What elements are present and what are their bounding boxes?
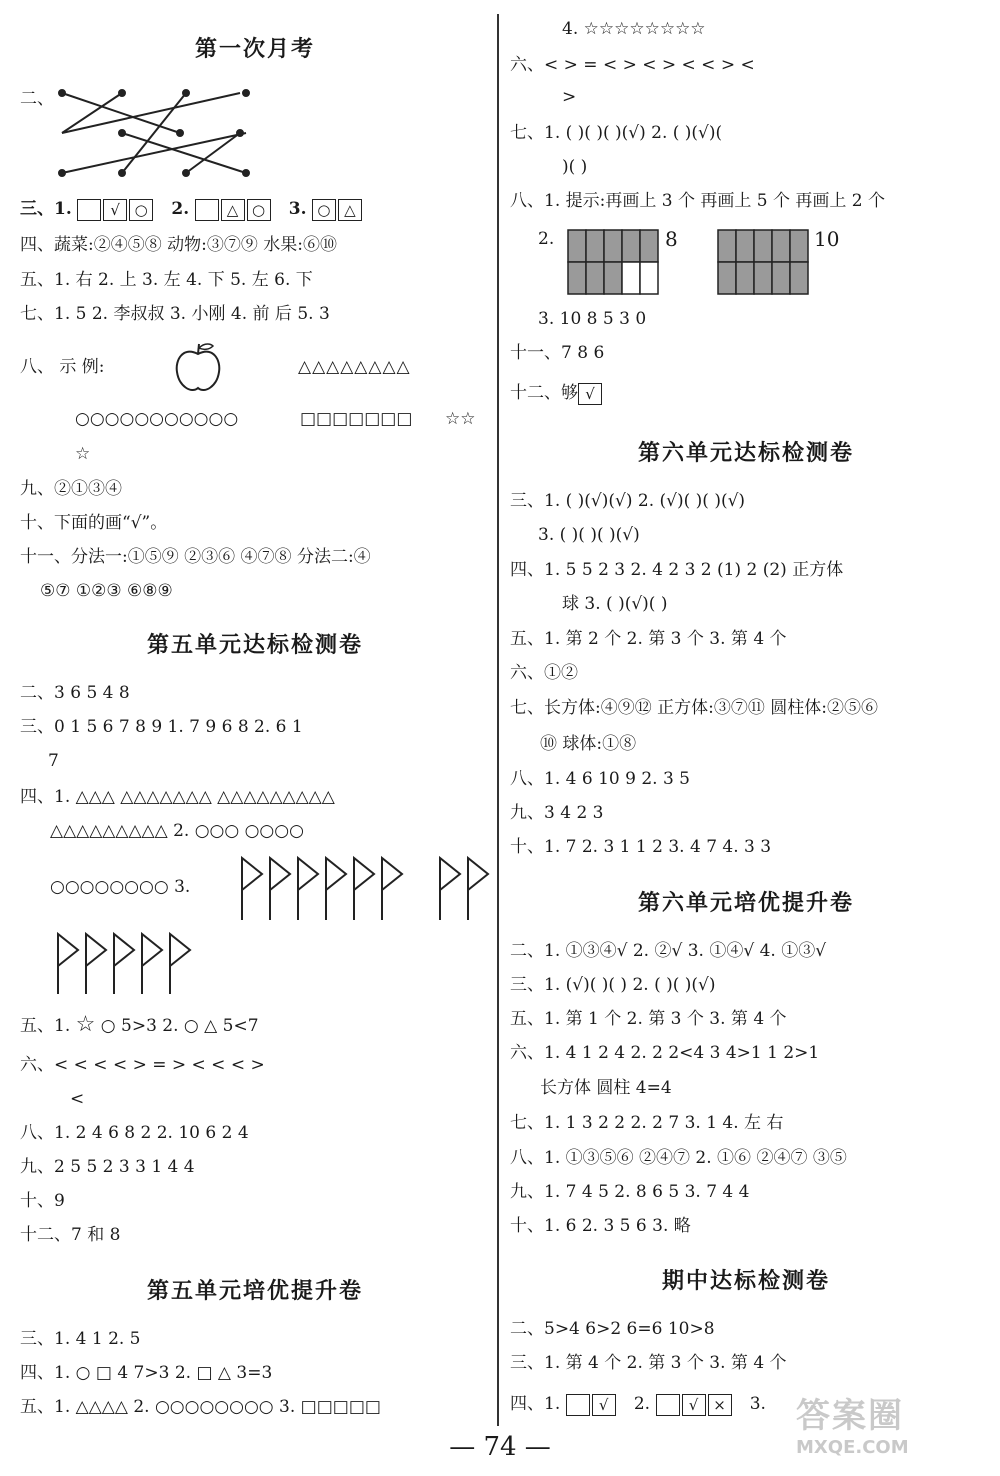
u5-answer-liu-1: 六、< < < < > = > < < < > xyxy=(20,1055,265,1075)
answer-qi: 七、1. 5 2. 李叔叔 3. 小刚 4. 前 后 5. 3 xyxy=(20,304,330,324)
section-title-midterm-test: 期中达标检测卷 xyxy=(661,1269,830,1294)
answer-wu: 五、1. 右 2. 上 3. 左 4. 下 5. 左 6. 下 xyxy=(20,270,313,290)
ba-stars: ☆☆ xyxy=(445,409,476,429)
section-title-unit6-test: 第六单元达标检测卷 xyxy=(637,441,854,466)
san-p2-box-1 xyxy=(195,199,219,221)
u6-answer-san-2: 3. ( )( )( )(√) xyxy=(538,525,640,545)
u5-answer-san-1: 三、0 1 5 6 7 8 9 1. 7 9 6 8 2. 6 1 xyxy=(20,717,303,737)
u6p-answer-ba: 八、1. ①③⑤⑥ ②④⑦ 2. ①⑥ ②④⑦ ③⑤ xyxy=(510,1148,847,1168)
mid-si-p1-box-1 xyxy=(566,1394,590,1416)
ba-squares: □□□□□□□ xyxy=(300,409,413,429)
mid-answer-er: 二、5>4 6>2 6=6 10>8 xyxy=(510,1319,715,1339)
u5p-answer-san: 三、1. 4 1 2. 5 xyxy=(20,1329,141,1349)
san-p1-box-2: √ xyxy=(103,199,127,221)
ba-triangles: △△△△△△△△ xyxy=(298,357,411,377)
ba-circles: ○○○○○○○○○○○ xyxy=(75,409,239,429)
san-p1-box-1 xyxy=(77,199,101,221)
u5-answer-jiu: 九、2 5 5 2 3 3 1 4 4 xyxy=(20,1157,195,1177)
u6p-answer-wu: 五、1. 第 1 个 2. 第 3 个 3. 第 4 个 xyxy=(510,1009,787,1029)
u5-answer-san-2: 7 xyxy=(48,751,59,771)
answer-si: 四、蔬菜:②④⑤⑧ 动物:③⑦⑨ 水果:⑥⑩ xyxy=(20,235,337,255)
star-icon: ☆ xyxy=(75,1012,96,1037)
u6-answer-qi-2: ⑩ 球体:①⑧ xyxy=(540,734,637,754)
mid-si-p2-box-2: √ xyxy=(682,1394,706,1416)
san-p2-box-3: ○ xyxy=(247,199,271,221)
mid-si-part2-label: 2. xyxy=(633,1394,651,1414)
r-answer-shiyi: 十一、7 8 6 xyxy=(510,343,605,363)
mid-answer-san: 三、1. 第 4 个 2. 第 3 个 3. 第 4 个 xyxy=(510,1353,787,1373)
u5-answer-ba: 八、1. 2 4 6 8 2 2. 10 6 2 4 xyxy=(20,1123,249,1143)
mid-si-p2-box-1 xyxy=(656,1394,680,1416)
ba-star-extra: ☆ xyxy=(75,444,91,464)
san-part1-label: 1. xyxy=(54,199,72,219)
page-number-value: 74 xyxy=(483,1432,517,1462)
u5-answer-shier: 十二、7 和 8 xyxy=(20,1225,121,1245)
r-shier-box: √ xyxy=(578,383,602,405)
u6p-answer-liu-2: 长方体 圆柱 4=4 xyxy=(540,1078,672,1098)
watermark-line1: 答案圈 xyxy=(796,1396,904,1436)
u5-answer-shi: 十、9 xyxy=(20,1191,65,1211)
r-answer-4: 4. ☆☆☆☆☆☆☆☆ xyxy=(562,19,706,39)
mid-si-label: 四、1. xyxy=(510,1394,561,1414)
r-answer-ba-3: 3. 10 8 5 3 0 xyxy=(538,309,647,329)
r-answer-qi-1: 七、1. ( )( )( )(√) 2. ( )(√)( xyxy=(510,123,723,143)
mid-answer-si xyxy=(510,1393,766,1416)
san-label: 三、 xyxy=(20,199,54,219)
section-title-unit5-advanced: 第五单元培优提升卷 xyxy=(146,1279,363,1304)
r-ba-2-value-1: 8 xyxy=(665,227,678,251)
u5-wu-label: 五、1. xyxy=(20,1016,71,1036)
r-answer-liu-2: > xyxy=(562,87,577,107)
r-answer-liu-1: 六、< > = < > < > < < > < xyxy=(510,55,755,75)
u6-answer-san-1: 三、1. ( )(√)(√) 2. (√)( )( )(√) xyxy=(510,491,746,511)
u5-answer-wu xyxy=(20,1014,259,1037)
answer-ba-label: 八、 示 例: xyxy=(20,357,105,377)
u6-answer-qi-1: 七、长方体:④⑨⑫ 正方体:③⑦⑪ 圆柱体:②⑤⑥ xyxy=(510,698,878,718)
answer-shiyi-2: ⑤⑦ ①②③ ⑥⑧⑨ xyxy=(40,581,173,601)
u6p-answer-liu-1: 六、1. 4 1 2 4 2. 2 2<4 3 4>1 1 2>1 xyxy=(510,1043,820,1063)
section-title-unit6-advanced: 第六单元培优提升卷 xyxy=(637,891,854,916)
page-number: — 74 — xyxy=(449,1432,551,1462)
r-shier-label: 十二、够 xyxy=(510,383,578,403)
u6-answer-ba: 八、1. 4 6 10 9 2. 3 5 xyxy=(510,769,690,789)
r-answer-shier xyxy=(510,382,604,405)
u5-wu-rest: ○ 5>3 2. ○ △ 5<7 xyxy=(100,1016,259,1036)
san-part3-label: 3. xyxy=(288,199,307,219)
u6-answer-si-1: 四、1. 5 5 2 3 2. 4 2 3 2 (1) 2 (2) 正方体 xyxy=(510,560,844,580)
column-divider xyxy=(497,14,499,1426)
san-p3-box-1: ○ xyxy=(312,199,336,221)
u6-answer-liu: 六、①② xyxy=(510,663,578,683)
san-p3-box-2: △ xyxy=(338,199,362,221)
u5-answer-liu-2: < xyxy=(70,1089,85,1109)
san-p2-box-2: △ xyxy=(221,199,245,221)
u5-answer-er: 二、3 6 5 4 8 xyxy=(20,683,130,703)
u6p-answer-san: 三、1. (√)( )( ) 2. ( )( )(√) xyxy=(510,975,716,995)
mid-si-part3-label: 3. xyxy=(749,1394,766,1414)
mid-si-p2-box-3: × xyxy=(708,1394,732,1416)
san-part2-label: 2. xyxy=(171,199,190,219)
answer-jiu: 九、②①③④ xyxy=(20,479,122,499)
u5-answer-si-3: ○○○○○○○○ 3. xyxy=(50,877,191,897)
matching-lines-figure xyxy=(60,88,260,178)
tens-grid-8 xyxy=(568,228,668,298)
r-ba-2-label: 2. xyxy=(538,229,555,249)
u6-answer-si-2: 球 3. ( )(√)( ) xyxy=(562,594,668,614)
section-title-first-monthly-exam: 第一次月考 xyxy=(194,37,315,62)
u6p-answer-jiu: 九、1. 7 4 5 2. 8 6 5 3. 7 4 4 xyxy=(510,1182,750,1202)
watermark-line2: MXQE.COM xyxy=(796,1437,909,1458)
section-title-unit5-test: 第五单元达标检测卷 xyxy=(146,633,363,658)
apple-icon xyxy=(173,340,223,394)
flags-row-1 xyxy=(240,854,500,924)
tens-grid-10 xyxy=(718,228,818,298)
u5-answer-si-1: 四、1. △△△ △△△△△△△ △△△△△△△△△ xyxy=(20,787,335,807)
u6p-answer-er: 二、1. ①③④√ 2. ②√ 3. ①④√ 4. ①③√ xyxy=(510,941,827,961)
answer-san xyxy=(20,198,364,221)
u6-answer-jiu: 九、3 4 2 3 xyxy=(510,803,604,823)
answer-shiyi-1: 十一、分法一:①⑤⑨ ②③⑥ ④⑦⑧ 分法二:④ xyxy=(20,547,371,567)
u6-answer-wu: 五、1. 第 2 个 2. 第 3 个 3. 第 4 个 xyxy=(510,629,787,649)
r-answer-ba-1: 八、1. 提示:再画上 3 个 再画上 5 个 再画上 2 个 xyxy=(510,191,886,211)
u6p-answer-qi: 七、1. 1 3 2 2 2. 2 7 3. 1 4. 左 右 xyxy=(510,1113,784,1133)
answer-er-label: 二、 xyxy=(20,89,54,109)
u6p-answer-shi: 十、1. 6 2. 3 5 6 3. 略 xyxy=(510,1216,691,1236)
u6-answer-shi: 十、1. 7 2. 3 1 1 2 3. 4 7 4. 3 3 xyxy=(510,837,772,857)
mid-si-p1-box-2: √ xyxy=(592,1394,616,1416)
watermark-logo xyxy=(796,1388,986,1472)
san-p1-box-3: ○ xyxy=(129,199,153,221)
answer-shi: 十、下面的画“√”。 xyxy=(20,513,168,533)
flags-row-2 xyxy=(56,930,216,998)
u5p-answer-si: 四、1. ○ □ 4 7>3 2. □ △ 3=3 xyxy=(20,1363,273,1383)
u5-answer-si-2: △△△△△△△△△ 2. ○○○ ○○○○ xyxy=(50,821,304,841)
u5p-answer-wu: 五、1. △△△△ 2. ○○○○○○○○ 3. □□□□□ xyxy=(20,1397,381,1417)
r-ba-2-value-2: 10 xyxy=(814,227,840,251)
r-answer-qi-2: )( ) xyxy=(562,157,588,177)
